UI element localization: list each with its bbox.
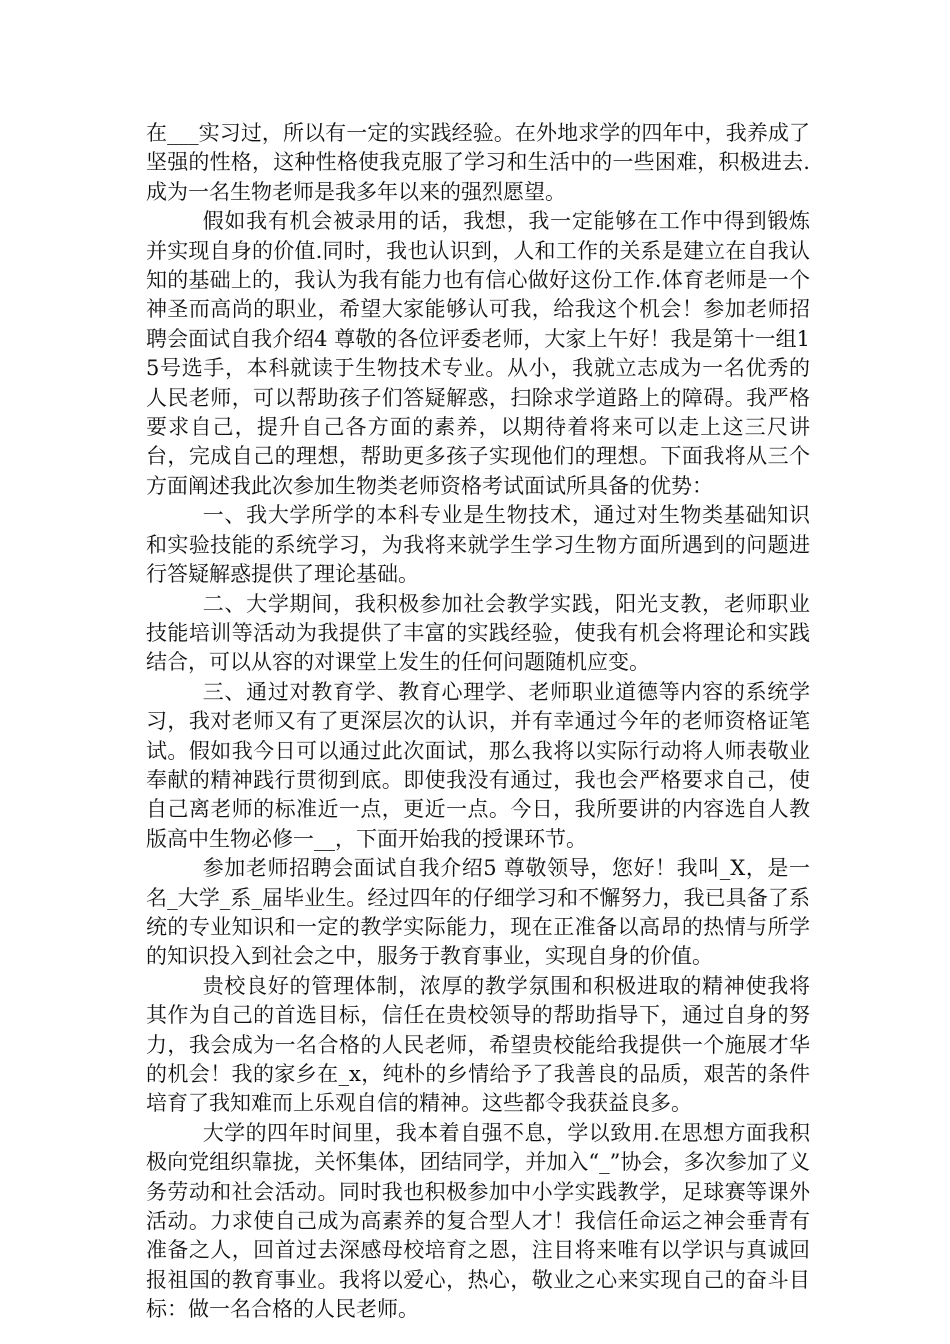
paragraph: 大学的四年时间里，我本着自强不息，学以致用.在思想方面我积极向党组织靠拢，关怀集体，团结同学，并加入“_”协会，多次参加了义务劳动和社会活动。同时我也积极参加中小学实践教学，足球赛等课外活动。力求使自己成为高素养的复合型人才！我信任命运之神会垂青有准备之人，回首过去深感母校培育之恩，注目将来唯有以学识与真诚回报祖国的教育事业。我将以爱心，热心，敬业之心来实现自己的奋斗目标：做一名合格的人民老师。: [146, 1120, 810, 1322]
document-body: [146, 119, 810, 1325]
paragraph: 一、我大学所学的本科专业是生物技术，通过对生物类基础知识和实验技能的系统学习，为我将来就学生学习生物方面所遇到的问题进行答疑解惑提供了理论基础。: [146, 503, 810, 587]
paragraph: 二、大学期间，我积极参加社会教学实践，阳光支教，老师职业技能培训等活动为我提供了丰富的实践经验，使我有机会将理论和实践结合，可以从容的对课堂上发生的任何问题随机应变。: [146, 591, 810, 675]
paragraph: 三、通过对教育学、教育心理学、老师职业道德等内容的系统学习，我对老师又有了更深层次的认识，并有幸通过今年的老师资格证笔试。假如我今日可以通过此次面试，那么我将以实际行动将人师表敬业奉献的精神践行贯彻到底。即使我没有通过，我也会严格要求自己，使自己离老师的标准近一点，更近一点。今日，我所要讲的内容选自人教版高中生物必修一__，下面开始我的授课环节。: [146, 679, 810, 851]
paragraph: 参加老师招聘会面试自我介绍5 尊敬领导，您好！我叫_X，是一名_大学_系_届毕业生。经过四年的仔细学习和不懈努力，我已具备了系统的专业知识和一定的教学实际能力，现在正准备以高昂的热情与所学的知识投入到社会之中，服务于教育事业，实现自身的价值。: [146, 856, 810, 969]
paragraph: 贵校良好的管理体制，浓厚的教学氛围和积极进取的精神使我将其作为自己的首选目标，信任在贵校领导的帮助指导下，通过自身的努力，我会成为一名合格的人民老师，希望贵校能给我提供一个施展才华的机会！我的家乡在_x，纯朴的乡情给予了我善良的品质，艰苦的条件培育了我知难而上乐观自信的精神。这些都令我获益良多。: [146, 973, 810, 1116]
paragraph: 在___实习过，所以有一定的实践经验。在外地求学的四年中，我养成了坚强的性格，这种性格使我克服了学习和生活中的一些困难，积极进去.成为一名生物老师是我多年以来的强烈愿望。: [146, 121, 810, 204]
paragraph: 假如我有机会被录用的话，我想，我一定能够在工作中得到锻炼并实现自身的价值.同时，我也认识到，人和工作的关系是建立在自我认知的基础上的，我认为我有能力也有信心做好这份工作.体育老师是一个神圣而高尚的职业，希望大家能够认可我，给我这个机会！参加老师招聘会面试自我介绍4 尊敬的各位评委老师，大家上午好！我是第十一组15号选手，本科就读于生物技术专业。从小，我就立志成为一名优秀的人民老师，可以帮助孩子们答疑解惑，扫除求学道路上的障碍。我严格要求自己，提升自己各方面的素养，以期待着将来可以走上这三尺讲台，完成自己的理想，帮助更多孩子实现他们的理想。下面我将从三个方面阐述我此次参加生物类老师资格考试面试所具备的优势：: [146, 209, 810, 498]
